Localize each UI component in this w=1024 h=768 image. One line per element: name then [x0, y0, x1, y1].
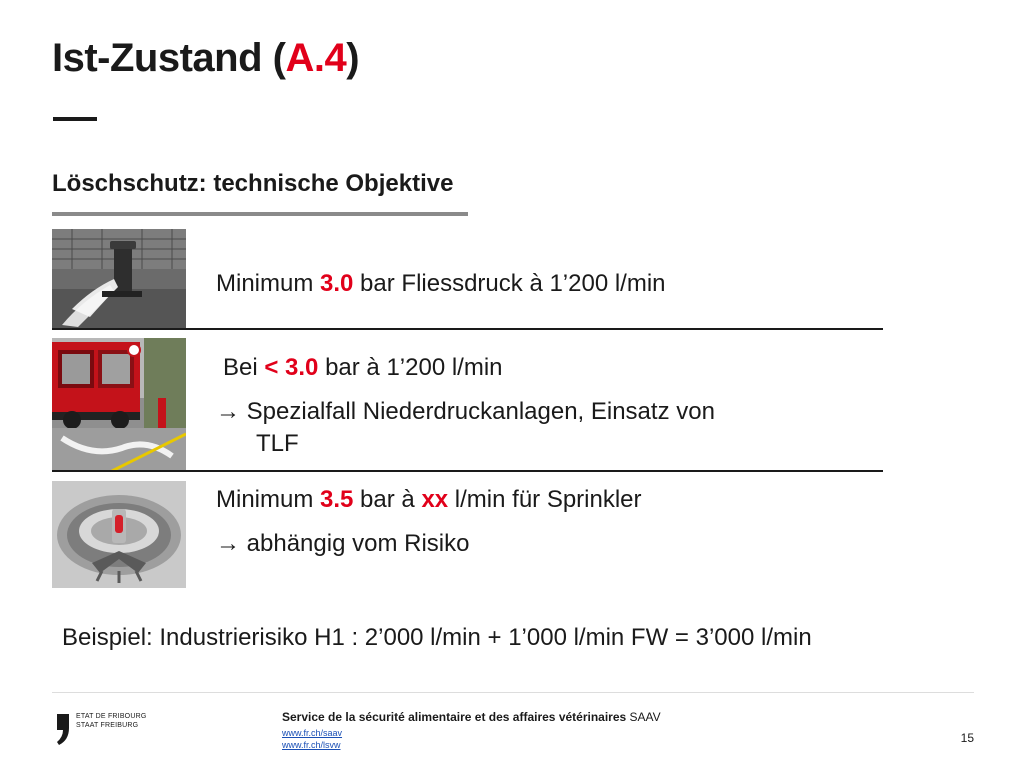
link-saav[interactable]: www.fr.ch/saav	[282, 728, 343, 738]
row3-value: 3.5	[320, 486, 354, 513]
page-number: 15	[960, 731, 974, 745]
row-divider-1	[52, 328, 883, 330]
row2-line3: TLF	[256, 430, 299, 457]
service-name	[282, 710, 661, 724]
row3-line1	[216, 484, 642, 516]
row2-line1	[223, 352, 503, 384]
subtitle-rule	[52, 212, 468, 216]
row2-line2: → Spezialfall Niederdruckanlagen, Einsatz von	[216, 398, 715, 425]
footer-rule	[52, 692, 974, 693]
slide-subtitle: Löschschutz: technische Objektive	[52, 170, 454, 197]
logo-text	[76, 712, 146, 730]
row3-pre: Minimum	[216, 486, 321, 513]
row1-text	[216, 268, 666, 300]
title-accent: A.4	[285, 36, 347, 80]
logo-line2: STAAT FREIBURG	[76, 722, 139, 729]
row2-value: < 3.0	[264, 354, 319, 381]
fribourg-logo-icon	[54, 712, 72, 751]
row1-value: 3.0	[320, 270, 354, 297]
fire-truck-photo	[52, 338, 186, 471]
row3-line2: → abhängig vom Risiko	[216, 530, 470, 557]
slide-title	[52, 36, 359, 81]
footer-links	[282, 727, 342, 751]
title-suffix: )	[346, 36, 360, 80]
link-lsvw[interactable]: www.fr.ch/lsvw	[282, 740, 341, 750]
row-divider-2	[52, 470, 883, 472]
title-prefix: Ist-Zustand (	[52, 36, 286, 80]
row3-value2: xx	[421, 486, 449, 513]
sprinkler-photo	[52, 481, 186, 588]
row1-pre: Minimum	[216, 270, 321, 297]
row2-pre: Bei	[223, 354, 265, 381]
logo-line1: ETAT DE FRIBOURG	[76, 713, 147, 720]
row3-mid: bar à	[353, 486, 422, 513]
row2-post: bar à 1’200 l/min	[318, 354, 503, 381]
example-text: Beispiel: Industrierisiko H1 : 2’000 l/min + 1’000 l/min FW = 3’000 l/min	[62, 624, 812, 651]
service-abbr: SAAV	[629, 710, 661, 724]
fire-hydrant-photo	[52, 229, 186, 329]
service-bold: Service de la sécurité alimentaire et des affaires vétérinaires	[282, 710, 627, 724]
row3-post: l/min für Sprinkler	[448, 486, 642, 513]
row1-post: bar Fliessdruck à 1’200 l/min	[353, 270, 666, 297]
title-underline-dash	[53, 117, 97, 121]
